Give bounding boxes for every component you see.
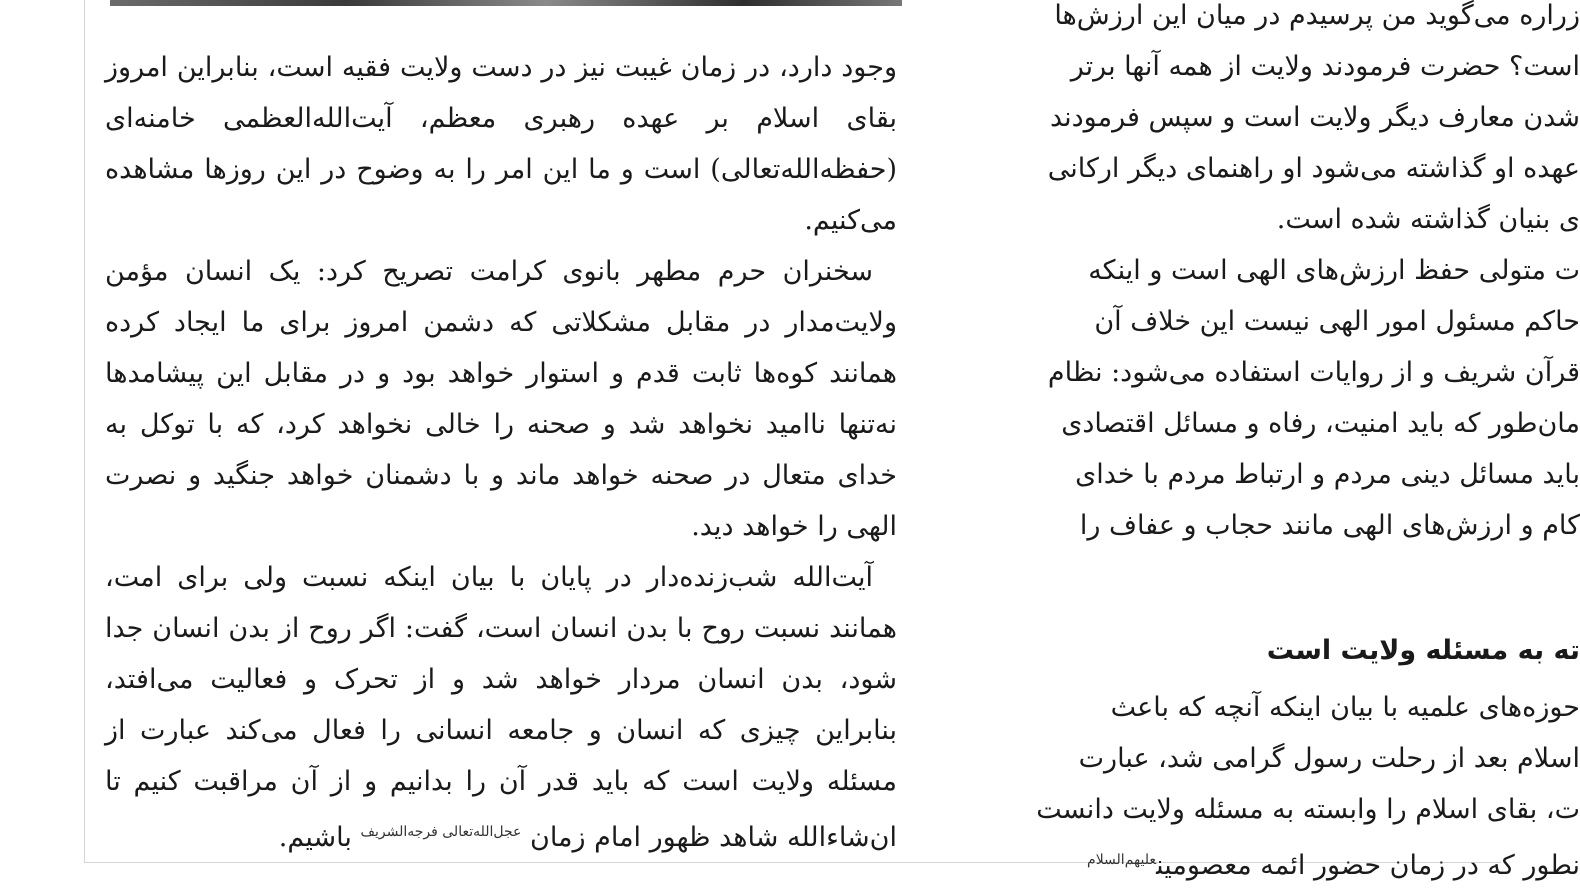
- text-line: قرآن شریف و از روایات استفاده می‌شود: نظام: [1047, 357, 1580, 388]
- text-line: باید مسائل دینی مردم و ارتباط مردم با خدای: [1075, 459, 1580, 490]
- text-line: حاکم مسئول امور الهی نیست این خلاف آن: [1094, 306, 1580, 337]
- article-column-left: [105, 42, 897, 863]
- text-line: ی بنیان گذاشته شده است.: [1276, 204, 1580, 235]
- paragraph-3-end: باشیم.: [278, 822, 352, 853]
- text-line: ت متولی حفظ ارزش‌های الهی است و اینکه: [1088, 255, 1580, 286]
- honorific-glyph: علیهم‌السلام: [1087, 852, 1157, 868]
- article-photo-edge: [110, 0, 902, 6]
- text-line: حوزه‌های علمیه با بیان اینکه آنچه که باعث: [1110, 692, 1580, 723]
- article-column-right: [940, 0, 1580, 891]
- text-line-last: [940, 835, 1580, 891]
- text-line: زراره می‌گوید من پرسیدم در میان این ارزش‌ها: [1054, 0, 1580, 31]
- paragraph-3: [105, 552, 897, 863]
- text-line: نطور که در زمان حضور ائمه معصومین: [1156, 850, 1580, 881]
- text-line: عهده او گذاشته می‌شود او راهنمای دیگر ارکانی: [1047, 153, 1580, 184]
- text-line: مان‌طور که باید امنیت، رفاه و مسائل اقتصادی: [1061, 408, 1580, 439]
- text-line: شدن معارف دیگر ولایت است و سپس فرمودند: [1049, 102, 1580, 133]
- paragraph-1: وجود دارد، در زمان غیبت نیز در دست ولایت فقیه است، بنابراین امروز بقای اسلام بر عهده رهبری معظم، آیت‌الله‌العظمی خامنه‌ای (حفظه‌الله‌تعالی) است و ما این امر را به وضوح در این روزها مشاهده می‌کنیم.: [105, 52, 897, 236]
- text-line: ت، بقای اسلام را وابسته به مسئله ولایت دانست: [1036, 794, 1580, 825]
- paragraph-2: سخنران حرم مطهر بانوی کرامت تصریح کرد: یک انسان مؤمن ولایت‌مدار در مقابل مشکلاتی که دشمن امروز برای ما ایجاد کرده همانند کوه‌ها ثابت قدم و استوار خواهد بود و در مقابل این پیشامدها نه‌تنها ناامید نخواهد شد و صحنه را خالی نخواهد کرد، که با توکل به خدای متعال در صحنه خواهد ماند و با دشمنان خواهد جنگید و نصرت الهی را خواهد دید.: [105, 256, 897, 542]
- honorific-glyph: عجل‌الله‌تعالی فرجه‌الشریف: [360, 824, 522, 840]
- text-line: است؟ حضرت فرمودند ولایت از همه آنها برتر: [1070, 51, 1580, 82]
- text-line: اسلام بعد از رحلت رسول گرامی شد، عبارت: [1078, 743, 1580, 774]
- text-line: کام و ارزش‌های الهی مانند حجاب و عفاف را: [1079, 510, 1580, 541]
- paragraph-3-text: آیت‌الله شب‌زنده‌دار در پایان با بیان اینکه نسبت ولی برای امت، همانند نسبت روح با بدن انسان است، گفت: اگر روح از بدن انسان جدا شود، بدن انسان مردار خواهد شد و از تحرک و فعالیت می‌افتد، بنابراین چیزی که انسان و جامعه انسانی را فعال می‌کند عبارت از مسئله ولایت است که باید قدر آن را بدانیم و از آن مراقبت کنیم تا ان‌شاءالله شاهد ظهور امام زمان: [105, 562, 897, 853]
- section-heading: ته به مسئله ولایت است: [1266, 635, 1580, 666]
